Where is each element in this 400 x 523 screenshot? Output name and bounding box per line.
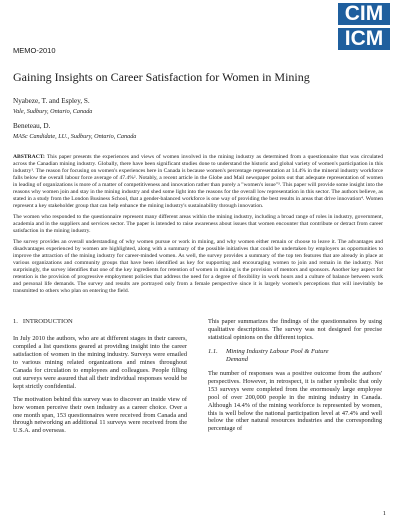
cim-logo (338, 3, 390, 53)
author-names: Nyabeze, T. and Espley, S. (13, 97, 90, 105)
abstract-text: This paper presents the experiences and views of women involved in the mining industry as determined from a questionnaire that was circulated across the Canadian mining industry. Globally, there have been significant studies done to understand the historic and global variety of women's participation in this industry¹. The reason for focusing on women's experiences here in Canada is because women's percentage representation at 14.4% in the mineral industry workforce falls below the overall labour force average of 47.4%². Notably, a recent article in the Globe and Mail newspaper points out that adequate representation of women in leading of organizations is more of a matter of competitiveness and innovation rather than purely a "women's issue"³. This paper will provide some insight into the reasons why women join and stay in the mining industry and shed some light into the reasons for the overall low representation in this sector. The authors believe, as stated in a study from the London Business School, that a gender-balanced workforce is one way of providing the best results in areas that drive innovation⁴. Women represent a key stakeholder group that can help enhance the mining industry's sustainability through innovation. (13, 154, 383, 209)
abstract-label: ABSTRACT: (13, 154, 45, 160)
section-heading (13, 318, 187, 326)
body-paragraph: In July 2010 the authors, who are at different stages in their careers, compiled a list questions geared at providing insight into the career satisfaction of women in the mining industry. Surveys were emailed to various mining related organizations and mines throughout Canada for circulation to employees and colleagues. People filling out surveys were assured that all their individual responses would be kept strictly confidential. (13, 334, 187, 390)
abstract-paragraph: The women who responded to the questionnaire represent many different areas within the mining industry, including a broad range of roles in industry, government, academia and in the suppliers and services sector. The paper is intended to raise awareness about issues that women encounter that contribute or detract from career satisfaction in the mining industry. (13, 214, 383, 235)
subsection-title-line-2: Demand (226, 355, 249, 363)
abstract-paragraph: The survey provides an overall understanding of why women pursue or work in mining, and why women either remain or choose to leave it. The advantages and disadvantages experienced by women are highlighted, along with a summary of the possible initiatives that could be undertaken by employers as opportunities to improve the attraction of the mining industry for career-minded women. As well, the survey provides a summary of the top ten features that are already in place at various organizations and community groups that have been identified as key for supporting and encouraging women to join and remain in the industry. Not surprisingly, the survey identifies that one of the key ingredients for retention of women in mining is the provision of mentors and sponsors. Another key aspect for retention is the provision of progressive employment policies that address the need for a degree of flexibility in work hours and a culture of balance between work and personal life demands. The survey and results are portrayed only from a female perspective since it is largely women's perceptions that will inevitably be transmitted to others who plan on entering the field. (13, 239, 383, 295)
abstract-paragraph (13, 154, 383, 210)
left-column (13, 318, 187, 440)
section-number: 1. (13, 318, 18, 325)
body-paragraph: The motivation behind this survey was to discover an inside view of how women perceive their own industry as a career choice. Over a one month span, 153 questionnaires were received from Canada and through networking an additional 11 surveys were received from the U.S.A. and overseas. (13, 395, 187, 435)
author-affiliation: MASc Candidate, LU., Sudbury, Ontario, Canada (13, 132, 137, 140)
subsection-title-line-1: Mining Industry Labour Pool & Future (226, 347, 329, 355)
right-column (208, 318, 382, 438)
author-names: Beneteau, D. (13, 122, 51, 130)
author-affiliation: Vale, Sudbury, Ontario, Canada (13, 107, 93, 115)
author-block (13, 96, 136, 142)
abstract (13, 154, 383, 300)
body-paragraph: This paper summarizes the findings of the questionnaires by using qualitative descriptions. The survey was not designed for precise statistical opinions on the different topics. (208, 318, 382, 341)
page-number: 1 (382, 510, 386, 517)
subsection-heading (208, 348, 382, 364)
logo-line-1: CIM (338, 3, 390, 25)
paper-title: Gaining Insights on Career Satisfaction for Women in Mining (13, 70, 310, 84)
memo-id: MEMO-2010 (13, 46, 56, 55)
body-paragraph: The number of responses was a positive outcome from the authors' perspectives. However, in retrospect, it is rather symbolic that only 153 surveys were completed from the enormously large employee pool of over 200,000 people in the mining industry in Canada. Although 14.4% of the mining workforce is represented by women, this is well below the national participation level at 47.4% and well below the other natural resources industries and the corresponding percentage of (208, 369, 382, 433)
section-title: INTRODUCTION (22, 318, 73, 325)
logo-line-2: ICM (338, 28, 390, 50)
subsection-number: 1.1. (208, 347, 218, 355)
